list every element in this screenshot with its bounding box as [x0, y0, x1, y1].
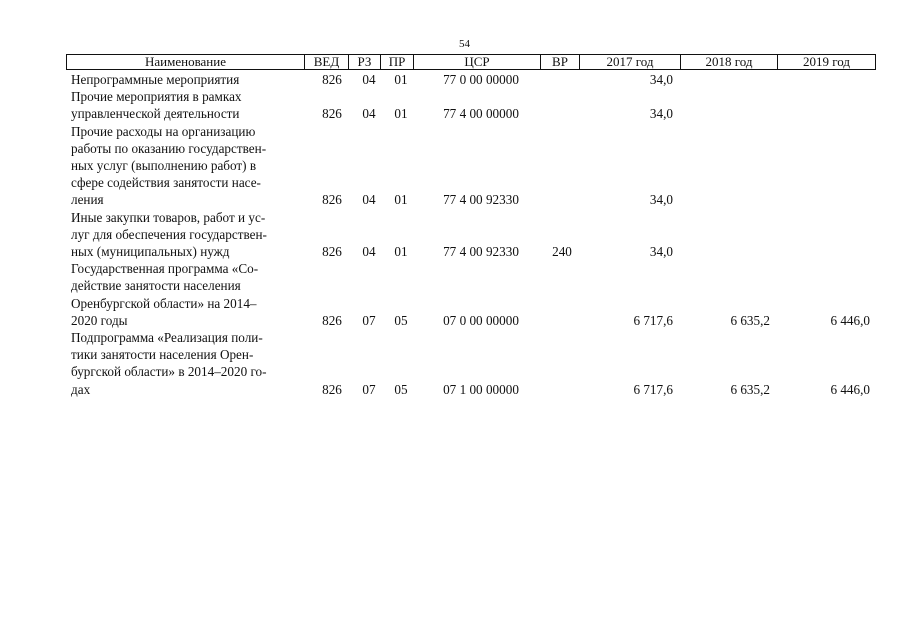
row-name-line: ления: [71, 192, 104, 208]
cell-pr: 01: [394, 192, 408, 208]
cell-vr: [546, 312, 578, 329]
cell-ved: 826: [322, 192, 342, 208]
header-2018: 2018 год: [680, 55, 777, 69]
cell-y2017: 34,0: [649, 106, 673, 122]
row-name-line: Оренбургской области» на 2014–: [71, 295, 257, 311]
row-name-line: 2020 годы: [71, 312, 128, 328]
header-pr: ПР: [380, 55, 413, 69]
cell-pr: 01: [394, 244, 408, 260]
table-row: [0, 88, 905, 122]
cell-y2019: [780, 243, 870, 260]
row-name: [71, 329, 303, 398]
cell-y2019: 6 446,0: [830, 381, 870, 397]
cell-pr: 01: [394, 106, 408, 122]
cell-pr: 05: [394, 312, 408, 328]
cell-y2017: 34,0: [649, 244, 673, 260]
cell-rz: 04: [362, 244, 376, 260]
table-header: [66, 54, 876, 70]
row-name-line: управленческой деятельности: [71, 106, 240, 122]
row-name-line: Непрограммные мероприятия: [71, 72, 240, 87]
cell-csr: 07 1 00 00000: [443, 381, 519, 397]
cell-csr: 07 0 00 00000: [443, 312, 519, 328]
cell-y2017: 6 717,6: [633, 381, 673, 397]
cell-y2018: 6 635,2: [730, 381, 770, 397]
cell-y2017: 6 717,6: [633, 312, 673, 328]
table-body: [0, 71, 905, 398]
cell-y2019: 6 446,0: [830, 312, 870, 328]
header-rz: РЗ: [348, 55, 380, 69]
cell-y2017: 34,0: [649, 72, 673, 88]
cell-vr: [546, 381, 578, 398]
cell-ved: 826: [322, 312, 342, 328]
row-name-line: Подпрограмма «Реализация поли-: [71, 330, 263, 346]
table-row: [0, 260, 905, 329]
cell-y2019: [780, 71, 870, 88]
table-row: [0, 329, 905, 398]
cell-ved: 826: [322, 106, 342, 122]
cell-csr: 77 4 00 00000: [443, 106, 519, 122]
cell-vr: [546, 191, 578, 208]
header-ved: ВЕД: [304, 55, 348, 69]
header-vr: ВР: [540, 55, 579, 69]
cell-y2017: 34,0: [649, 192, 673, 208]
cell-csr: 77 0 00 00000: [443, 72, 519, 88]
row-name-line: ных (муниципальных) нужд: [71, 244, 230, 260]
cell-rz: 07: [362, 312, 376, 328]
row-name: [71, 88, 303, 122]
row-name-line: ных услуг (выполнению работ) в: [71, 158, 257, 174]
table-row: [0, 209, 905, 261]
header-2017: 2017 год: [579, 55, 680, 69]
row-name-line: луг для обеспечения государствен-: [71, 226, 267, 242]
row-name: [71, 260, 303, 329]
cell-csr: 77 4 00 92330: [443, 192, 519, 208]
row-name: [71, 71, 303, 88]
header-name: Наименование: [145, 54, 226, 69]
cell-pr: 05: [394, 381, 408, 397]
cell-y2018: 6 635,2: [730, 312, 770, 328]
row-name: [71, 123, 303, 209]
row-name-line: тики занятости населения Орен-: [71, 347, 254, 363]
cell-rz: 04: [362, 72, 376, 88]
cell-ved: 826: [322, 244, 342, 260]
cell-ved: 826: [322, 381, 342, 397]
header-csr: ЦСР: [413, 55, 540, 69]
row-name-line: Государственная программа «Со-: [71, 261, 259, 277]
row-name: [71, 209, 303, 261]
cell-rz: 04: [362, 106, 376, 122]
row-name-line: действие занятости населения: [71, 278, 241, 294]
cell-pr: 01: [394, 72, 408, 88]
row-name-line: дах: [71, 381, 91, 397]
table-row: [0, 123, 905, 209]
cell-vr: [546, 105, 578, 122]
page-number: 54: [459, 38, 470, 50]
cell-rz: 07: [362, 381, 376, 397]
row-name-line: Иные закупки товаров, работ и ус-: [71, 209, 266, 225]
row-name-line: работы по оказанию государствен-: [71, 140, 267, 156]
row-name-line: бургской области» в 2014–2020 го-: [71, 364, 267, 380]
cell-y2018: [683, 105, 770, 122]
row-name-line: сфере содействия занятости насе-: [71, 175, 261, 191]
header-2019: 2019 год: [777, 55, 875, 69]
cell-y2018: [683, 243, 770, 260]
table-row: [0, 71, 905, 88]
cell-y2019: [780, 105, 870, 122]
cell-y2019: [780, 191, 870, 208]
cell-y2018: [683, 71, 770, 88]
cell-csr: 77 4 00 92330: [443, 244, 519, 260]
cell-ved: 826: [322, 72, 342, 88]
cell-y2018: [683, 191, 770, 208]
cell-vr: 240: [552, 244, 572, 260]
cell-vr: [546, 71, 578, 88]
cell-rz: 04: [362, 192, 376, 208]
row-name-line: Прочие мероприятия в рамках: [71, 89, 242, 105]
row-name-line: Прочие расходы на организацию: [71, 123, 256, 139]
